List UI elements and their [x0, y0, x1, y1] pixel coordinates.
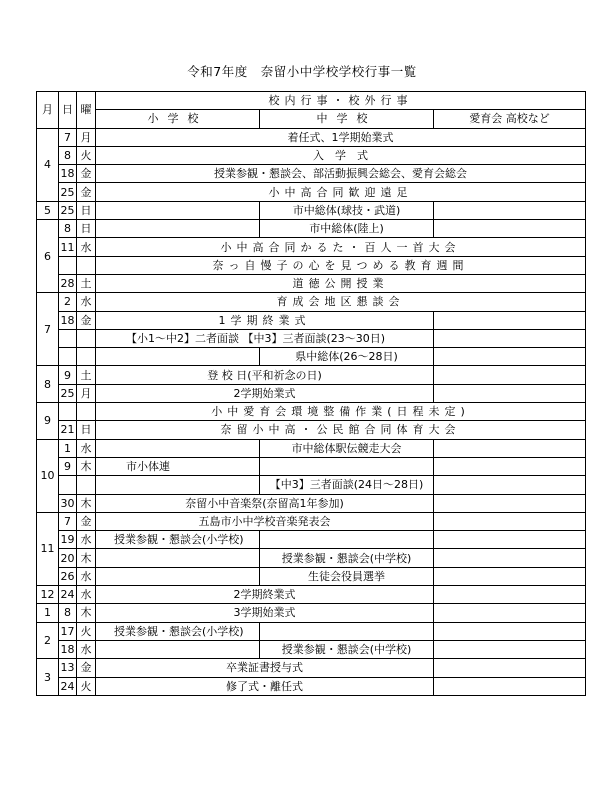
event-cell: 3学期始業式 — [96, 604, 434, 622]
elementary-cell — [96, 567, 260, 585]
month-cell: 8 — [37, 366, 59, 403]
event-cell: 小中愛育会環境整備作業(日程未定) — [96, 403, 586, 421]
header-junior-high: 中学校 — [260, 110, 434, 128]
elementary-cell — [96, 220, 260, 238]
month-cell: 7 — [37, 293, 59, 366]
header-events-group: 校内行事・校外行事 — [96, 92, 586, 110]
other-cell — [434, 512, 586, 530]
other-cell — [434, 494, 586, 512]
table-row — [37, 677, 586, 695]
day-cell: 25 — [59, 183, 77, 201]
junior-high-cell — [260, 622, 434, 640]
month-cell: 11 — [37, 512, 59, 585]
day-cell: 17 — [59, 622, 77, 640]
elementary-cell — [96, 476, 260, 494]
other-cell — [434, 439, 586, 457]
event-cell: 修了式・離任式 — [96, 677, 434, 695]
event-cell: 着任式、1学期始業式 — [96, 128, 586, 146]
weekday-cell — [77, 348, 96, 366]
table-row — [37, 329, 586, 347]
day-cell — [59, 476, 77, 494]
elementary-cell — [96, 640, 260, 658]
day-cell: 1 — [59, 439, 77, 457]
weekday-cell: 水 — [77, 531, 96, 549]
month-cell: 10 — [37, 439, 59, 512]
header-weekday: 曜 — [77, 92, 96, 129]
event-cell: 市中総体(陸上) — [260, 220, 434, 238]
event-cell: 奈っ自慢子の心を見つめる教育週間 — [96, 256, 586, 274]
header-elementary: 小学校 — [96, 110, 260, 128]
event-cell: 奈留小中音楽祭(奈留高1年参加) — [96, 494, 434, 512]
day-cell: 18 — [59, 640, 77, 658]
weekday-cell: 水 — [77, 439, 96, 457]
month-cell: 5 — [37, 201, 59, 219]
table-row — [37, 220, 586, 238]
elementary-event-cell: 授業参観・懇談会(小学校) — [96, 622, 260, 640]
weekday-cell — [77, 256, 96, 274]
event-cell: 1学期終業式 — [96, 311, 434, 329]
event-cell: 市中総体(球技・武道) — [260, 201, 434, 219]
day-cell: 21 — [59, 421, 77, 439]
other-cell — [434, 329, 586, 347]
other-cell — [434, 677, 586, 695]
table-row — [37, 457, 586, 475]
event-cell: 市中総体駅伝競走大会 — [260, 439, 434, 457]
weekday-cell: 金 — [77, 512, 96, 530]
event-cell: 県中総体(26～28日) — [260, 348, 434, 366]
day-cell: 8 — [59, 146, 77, 164]
weekday-cell — [77, 476, 96, 494]
day-cell: 24 — [59, 586, 77, 604]
table-row — [37, 348, 586, 366]
table-row — [37, 128, 586, 146]
table-row — [37, 659, 586, 677]
weekday-cell: 日 — [77, 220, 96, 238]
day-cell: 9 — [59, 366, 77, 384]
day-cell: 18 — [59, 165, 77, 183]
other-cell — [434, 384, 586, 402]
elementary-cell — [96, 348, 260, 366]
day-cell — [59, 403, 77, 421]
table-row — [37, 586, 586, 604]
weekday-cell: 日 — [77, 201, 96, 219]
weekday-cell: 木 — [77, 494, 96, 512]
other-cell — [434, 220, 586, 238]
event-cell: 卒業証書授与式 — [96, 659, 434, 677]
table-row — [37, 384, 586, 402]
weekday-cell: 水 — [77, 238, 96, 256]
table-row — [37, 311, 586, 329]
elementary-cell — [96, 201, 260, 219]
weekday-cell: 水 — [77, 586, 96, 604]
weekday-cell: 月 — [77, 384, 96, 402]
junior-high-cell — [260, 457, 434, 475]
weekday-cell: 水 — [77, 567, 96, 585]
table-row — [37, 366, 586, 384]
day-cell: 26 — [59, 567, 77, 585]
weekday-cell: 木 — [77, 549, 96, 567]
table-row — [37, 256, 586, 274]
header-other: 愛育会 高校など — [434, 110, 586, 128]
weekday-cell: 土 — [77, 366, 96, 384]
day-cell: 25 — [59, 201, 77, 219]
other-cell — [434, 366, 586, 384]
day-cell: 8 — [59, 220, 77, 238]
elementary-cell — [96, 549, 260, 567]
month-cell: 6 — [37, 220, 59, 293]
day-cell: 30 — [59, 494, 77, 512]
page-title: 令和7年度 奈留小中学校学校行事一覧 — [187, 64, 417, 79]
event-cell: 小中高合同かるた・百人一首大会 — [96, 238, 586, 256]
table-row — [37, 512, 586, 530]
table-row — [37, 531, 586, 549]
other-cell — [434, 531, 586, 549]
day-cell: 9 — [59, 457, 77, 475]
elementary-cell — [96, 439, 260, 457]
weekday-cell: 木 — [77, 604, 96, 622]
day-cell — [59, 256, 77, 274]
month-cell: 4 — [37, 128, 59, 201]
month-cell: 2 — [37, 622, 59, 659]
table-row — [37, 421, 586, 439]
weekday-cell: 金 — [77, 311, 96, 329]
month-cell: 12 — [37, 586, 59, 604]
month-cell: 1 — [37, 604, 59, 622]
weekday-cell: 木 — [77, 457, 96, 475]
weekday-cell — [77, 329, 96, 347]
other-cell — [434, 311, 586, 329]
header-month: 月 — [37, 92, 59, 129]
event-cell: 登 校 日(平和祈念の日) — [96, 366, 434, 384]
event-cell: 入 学 式 — [96, 146, 586, 164]
day-cell: 20 — [59, 549, 77, 567]
day-cell: 7 — [59, 512, 77, 530]
weekday-cell: 火 — [77, 622, 96, 640]
table-row — [37, 494, 586, 512]
event-cell: 【小1～中2】二者面談 【中3】三者面談(23～30日) — [96, 329, 434, 347]
other-cell — [434, 622, 586, 640]
other-cell — [434, 457, 586, 475]
junior-high-event-cell: 授業参観・懇談会(中学校) — [260, 640, 434, 658]
event-cell: 育成会地区懇談会 — [96, 293, 586, 311]
table-row — [37, 293, 586, 311]
table-row — [37, 476, 586, 494]
table-header-row — [37, 110, 586, 128]
table-row — [37, 604, 586, 622]
other-cell — [434, 586, 586, 604]
other-cell — [434, 604, 586, 622]
schedule-table — [36, 91, 586, 696]
day-cell: 24 — [59, 677, 77, 695]
other-cell — [434, 348, 586, 366]
table-row — [37, 549, 586, 567]
other-cell — [434, 659, 586, 677]
weekday-cell: 月 — [77, 128, 96, 146]
weekday-cell: 金 — [77, 165, 96, 183]
day-cell: 7 — [59, 128, 77, 146]
event-cell: 小中高合同歓迎遠足 — [96, 183, 586, 201]
weekday-cell: 水 — [77, 293, 96, 311]
elementary-event-cell: 市小体連 — [96, 457, 260, 475]
other-cell — [434, 567, 586, 585]
other-cell — [434, 549, 586, 567]
weekday-cell: 水 — [77, 640, 96, 658]
weekday-cell: 土 — [77, 274, 96, 292]
day-cell: 19 — [59, 531, 77, 549]
elementary-event-cell: 授業参観・懇談会(小学校) — [96, 531, 260, 549]
table-row — [37, 640, 586, 658]
weekday-cell: 日 — [77, 421, 96, 439]
day-cell: 8 — [59, 604, 77, 622]
table-row — [37, 274, 586, 292]
table-row — [37, 165, 586, 183]
table-row — [37, 238, 586, 256]
event-cell: 2学期終業式 — [96, 586, 434, 604]
day-cell: 18 — [59, 311, 77, 329]
junior-high-cell — [260, 531, 434, 549]
junior-high-event-cell: 生徒会役員選挙 — [260, 567, 434, 585]
table-header-row — [37, 92, 586, 110]
table-row — [37, 201, 586, 219]
month-cell: 3 — [37, 659, 59, 696]
table-row — [37, 439, 586, 457]
table-row — [37, 146, 586, 164]
table-row — [37, 183, 586, 201]
junior-high-event-cell: 授業参観・懇談会(中学校) — [260, 549, 434, 567]
day-cell: 13 — [59, 659, 77, 677]
other-cell — [434, 640, 586, 658]
month-cell: 9 — [37, 403, 59, 440]
event-cell: 五島市小中学校音楽発表会 — [96, 512, 434, 530]
weekday-cell: 火 — [77, 146, 96, 164]
table-row — [37, 567, 586, 585]
day-cell — [59, 329, 77, 347]
weekday-cell: 火 — [77, 677, 96, 695]
event-cell: 奈留小中高・公民館合同体育大会 — [96, 421, 586, 439]
day-cell — [59, 348, 77, 366]
table-row — [37, 403, 586, 421]
day-cell: 25 — [59, 384, 77, 402]
weekday-cell: 金 — [77, 183, 96, 201]
other-cell — [434, 476, 586, 494]
day-cell: 2 — [59, 293, 77, 311]
header-day: 日 — [59, 92, 77, 129]
event-cell: 授業参観・懇談会、部活動振興会総会、愛育会総会 — [96, 165, 586, 183]
table-row — [37, 622, 586, 640]
day-cell: 11 — [59, 238, 77, 256]
weekday-cell — [77, 403, 96, 421]
event-cell: 2学期始業式 — [96, 384, 434, 402]
event-cell: 【中3】三者面談(24日～28日) — [260, 476, 434, 494]
day-cell: 28 — [59, 274, 77, 292]
event-cell: 道徳公開授業 — [96, 274, 586, 292]
other-cell — [434, 201, 586, 219]
weekday-cell: 金 — [77, 659, 96, 677]
